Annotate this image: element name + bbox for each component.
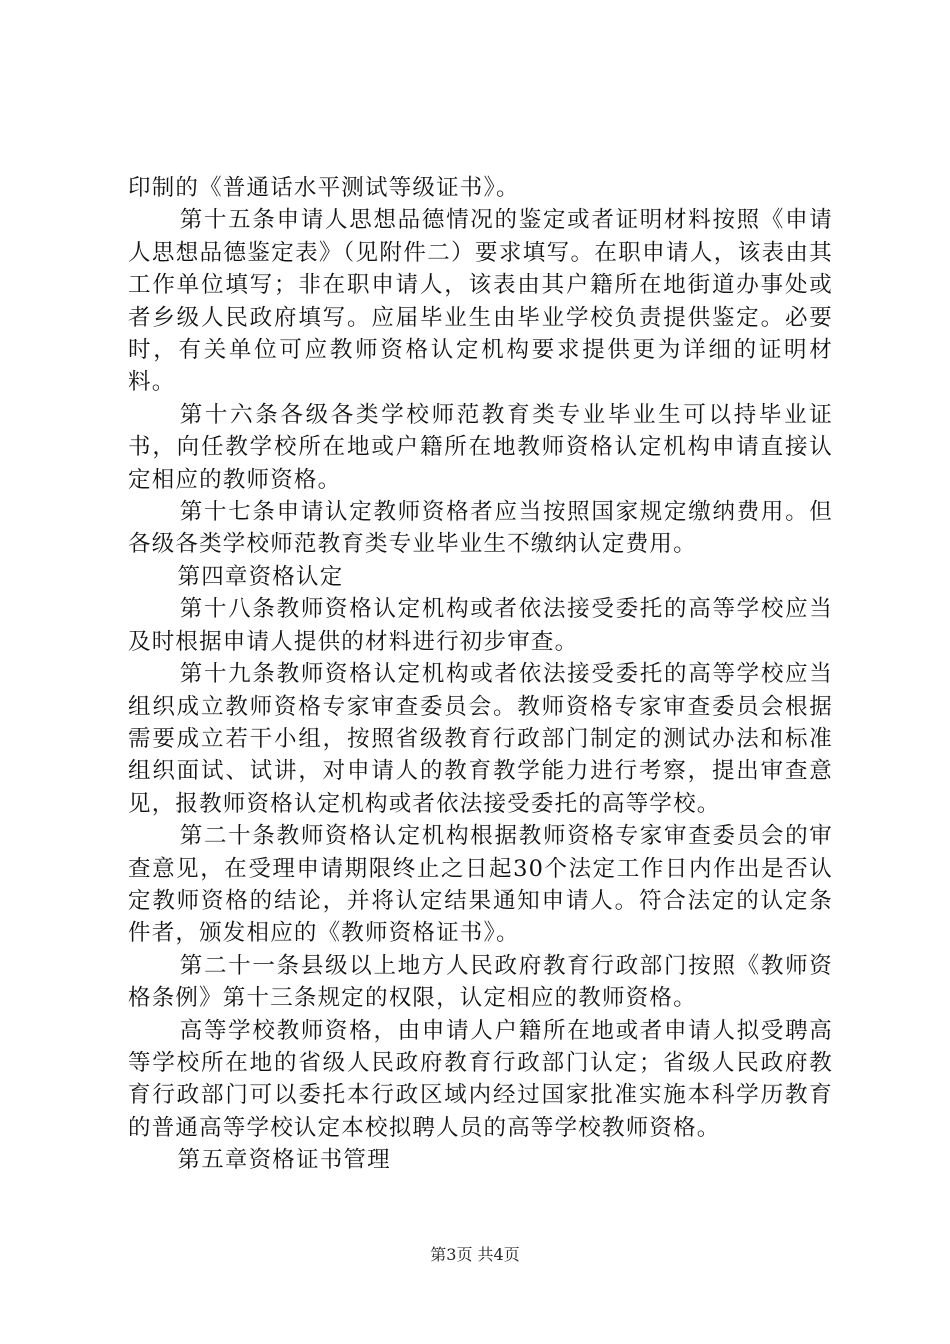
article-18: 第十八条教师资格认定机构或者依法接受委托的高等学校应当及时根据申请人提供的材料进行初步审查。: [128, 596, 833, 655]
article-16: 第十六条各级各类学校师范教育类专业毕业生可以持毕业证书，向任教学校所在地或户籍所在地教师资格认定机构申请直接认定相应的教师资格。: [128, 401, 833, 493]
chapter-4-heading: 第四章资格认定: [177, 563, 344, 590]
article-17: 第十七条申请认定教师资格者应当按照国家规定缴纳费用。但各级各类学校师范教育类专业毕业生不缴纳认定费用。: [128, 499, 833, 558]
paragraph-continuation: 印制的《普通话水平测试等级证书》。: [128, 175, 520, 201]
article-21-continuation: 高等学校教师资格，由申请人户籍所在地或者申请人拟受聘高等学校所在地的省级人民政府教育行政部门认定；省级人民政府教育行政部门可以委托本行政区域内经过国家批准实施本科学历教育的普通高等学校认定本校拟聘人员的高等学校教师资格。: [128, 1017, 833, 1141]
document-body: [128, 172, 833, 1177]
article-15: 第十五条申请人思想品德情况的鉴定或者证明材料按照《申请人思想品德鉴定表》（见附件二）要求填写。在职申请人，该表由其工作单位填写；非在职申请人，该表由其户籍所在地街道办事处或者乡级人民政府填写。应届毕业生由毕业学校负责提供鉴定。必要时，有关单位可应教师资格认定机构要求提供更为详细的证明材料。: [128, 207, 833, 396]
page-number-footer: 第3页 共4页: [430, 1245, 520, 1264]
chapter-5-heading: 第五章资格证书管理: [177, 1147, 391, 1174]
article-19: 第十九条教师资格认定机构或者依法接受委托的高等学校应当组织成立教师资格专家审查委员会。教师资格专家审查委员会根据需要成立若干小组，按照省级教育行政部门制定的测试办法和标准组织面试、试讲，对申请人的教育教学能力进行考察，提出审查意见，报教师资格认定机构或者依法接受委托的高等学校。: [128, 661, 833, 817]
article-20: 第二十条教师资格认定机构根据教师资格专家审查委员会的审查意见，在受理申请期限终止之日起30个法定工作日内作出是否认定教师资格的结论，并将认定结果通知申请人。符合法定的认定条件者，颁发相应的《教师资格证书》。: [128, 823, 833, 947]
article-21: 第二十一条县级以上地方人民政府教育行政部门按照《教师资格条例》第十三条规定的权限，认定相应的教师资格。: [128, 952, 833, 1012]
